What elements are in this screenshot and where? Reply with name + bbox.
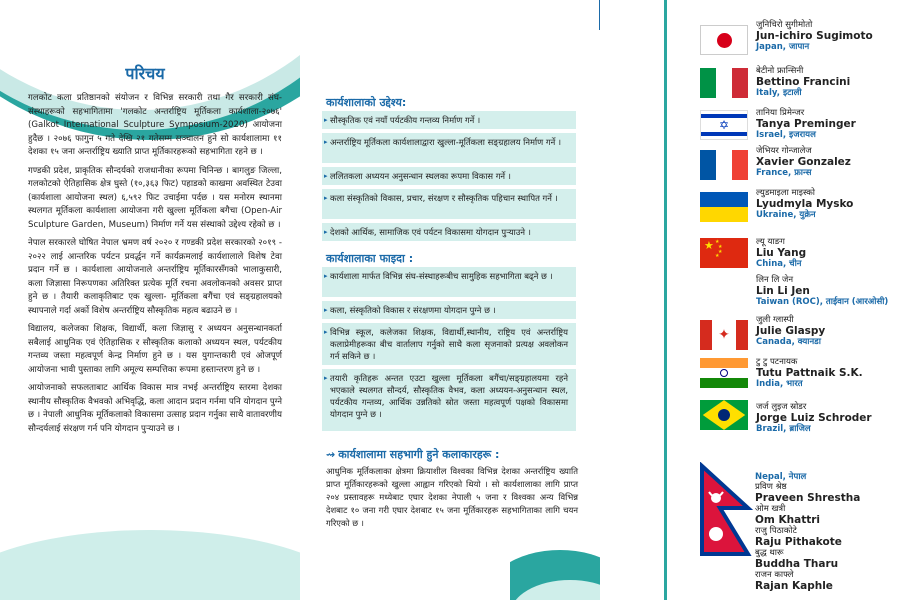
india-flag-icon: [700, 358, 748, 388]
artist-entry: तानिया प्रिमेन्जर Tanya Preminger Israel, इजरायल: [756, 108, 856, 140]
intro-title: परिचय: [125, 64, 165, 83]
decor-wave: [0, 530, 300, 600]
intro-text: [28, 92, 282, 441]
artist-entry: प्रविण श्रेष्ठ Praveen Shrestha: [755, 482, 861, 504]
ukraine-flag-icon: [700, 192, 748, 222]
objective-item: ▸ देशको आर्थिक, सामाजिक एवं पर्यटन विकासमा योगदान पुऱ्याउने ।: [322, 223, 576, 241]
artist-entry: बेटीनो फ्रान्सिनी Bettino Francini Italy, इटाली: [756, 66, 851, 98]
objective-item: ▸ सौस्कृतिक एवं नयाँ पर्यटकीय गन्तव्य निर्माण गर्ने ।: [322, 111, 576, 129]
artist-entry: बुद्ध थारू Buddha Tharu: [755, 548, 839, 570]
canada-flag-icon: ✦: [700, 320, 748, 350]
japan-flag-icon: [700, 25, 748, 55]
objectives-title: कार्यशालाको उद्देश्य:: [326, 96, 407, 109]
benefit-item: ▸ विभिन्न स्कूल, कलेजका शिक्षक, विद्यार्थी,स्थानीय, राष्ट्रिय एवं अन्तर्राष्ट्रिय कलाप्रेमीहरूका बीच वार्तालाप गर्नुको साथै कला सृजनाको प्रत्यक्ष अवलोकन गर्न सकिने छ ।: [322, 323, 576, 365]
artist-entry: ल्यू याङग Liu Yang China, चीन: [756, 237, 807, 269]
nepal-flag-icon: [698, 462, 754, 562]
objective-item: ▸ अन्तर्राष्ट्रिय मूर्तिकला कार्यशालाद्वारा खुल्ला-मूर्तिकला सङ्ग्रहालय निर्माण गर्ने ।: [322, 133, 576, 163]
intro-paragraph: गण्डकी प्रदेश, प्राकृतिक सौन्दर्यको राजधानीका रूपमा चिनिन्छ । बागलुङ जिल्ला, गलकोटको ऐतिहासिक क्षेत्र घुस्ते (१०,३६३ फिट) पहाडको काखमा अवस्थित टेउवा (कार्यशाला आयोजना स्थल) ६,५९२ फिट उचाईमा पर्दछ । यस मनोरम स्थानमा स्थलगत मूर्तिकला कार्यशाला आयोजना गरी खुल्ला मूर्तिकला बगैचा (Open-Air Sculpture Garden, Museum) निर्माण गर्ने यस संस्थाको उद्देश्य रहेको छ ।: [28, 165, 282, 230]
israel-flag-icon: ✡: [700, 110, 748, 140]
nepal-artists: [755, 472, 900, 592]
benefit-item: ▸ कार्यशाला मार्फत विभिन्न संघ-संस्थाहरूबीच सामुहिक सहभागिता बढ्ने छ ।: [322, 267, 576, 297]
artist-entry: ल्युडमाइला माइस्को Lyudmyla Mysko Ukraine, युक्रेन: [756, 188, 854, 220]
nepal-country: Nepal, नेपाल: [755, 472, 807, 482]
participants-title: ⇝ कार्यशालामा सहभागी हुने कलाकारहरू :: [326, 448, 500, 461]
middle-panel: [300, 0, 600, 600]
artist-entry: जेभियर गोन्जालेज Xavier Gonzalez France, फ्रान्स: [756, 146, 851, 178]
benefits-title: कार्यशालाका फाइदा :: [326, 252, 414, 265]
artist-entry: जुली ग्लास्पी Julie Glaspy Canada, क्यानडा: [756, 315, 826, 347]
benefit-item: ▸ तयारी कृतिहरू अन्तत एउटा खुल्ला मूर्तिकला बगैंचा/सङ्ग्रहालयमा रहने भएकाले स्थलगत सौन्दर्य, सौस्कृतिक वैभव, कला अध्ययन-अनुसन्धान स्थल, पर्यटकीय गन्तव्य, आर्थिक उन्नतिको स्रोत जस्ता महत्वपूर्ण पक्षको विकासमा योगदान पुग्ने छ ।: [322, 369, 576, 431]
italy-flag-icon: [700, 68, 748, 98]
artist-entry: लिन लि जेन Lin Li Jen Taiwan (ROC), ताईवान (आरओसी): [756, 275, 889, 307]
decor-corner: [510, 540, 600, 600]
artist-entry: ओम खत्री Om Khattri: [755, 504, 821, 526]
intro-paragraph: गलकोट कला प्रतिष्ठानको संयोजन र विभिन्न सरकारी तथा गैर सरकारी संघ-संस्थाहरूको सहभागितामा 'गलकोट अन्तर्राष्ट्रिय मूर्तिकला कार्यशाला-२०७६' (Galkot International Sculpture Symposium-2020) आयोजना हुदैछ । २०७६ फागुन ५ गते देखि २१ गतेसम्म सञ्चालन हुने सो कार्यशालामा ११ देशका १५ जना अन्तर्राष्ट्रिय ख्याति प्राप्त मूर्तिकारहरूको सहभागिता रहने छ ।: [28, 93, 282, 157]
right-panel: [600, 0, 900, 600]
china-flag-icon: ★ ★ ★ ★ ★: [700, 238, 748, 268]
artist-entry: जुनिचिरो सुगीमोतो Jun-ichiro Sugimoto Japan, जापान: [756, 20, 873, 52]
artist-entry: जर्ज लुइज स्रोडर Jorge Luiz Schroder Brazil, ब्राजिल: [756, 402, 872, 434]
intro-paragraph: नेपाल सरकारले घोषित नेपाल भ्रमण वर्ष २०२० र गण्डकी प्रदेश सरकारको २०१९ - २०२२ लाई आन्तरिक पर्यटन प्रवर्द्धन गर्ने कार्यक्रमलाई कार्यशालाले विशेष टेवा प्रदान गर्ने छ । कार्यशाला आयोजनाले अन्तर्राष्ट्रिय मूर्तिकारसँगको भालाकुसारी, कला जिज्ञासा निरूपणका अतिरिक्त प्रत्येक मूर्ति रचना अवलोकनको अवसर प्राप्त हुने छ । तैयारी कलाकृतिबाट एक खुल्ला- मूर्तिकला बगैंचा एवं सङ्ग्रहालयको स्थापनाले गर्दा अर्को विशेष अन्तर्राष्ट्रिय सौस्कृतिक महत्व बढाउने छ ।: [28, 238, 282, 316]
objective-item: ▸ कला संस्कृतिको विकास, प्रचार, संरक्षण र सौस्कृतिक पहिचान स्थापित गर्ने ।: [322, 189, 576, 219]
intro-paragraph: विद्यालय, कलेजका शिक्षक, विद्यार्थी, कला जिज्ञासु र अध्ययन अनुसन्धानकर्ता सबैलाई आधुनिक एवं ऐतिहासिक र सौस्कृतिक कलाको अध्ययन स्थल, पर्यटकीय गन्तव्य जस्ता महत्वपूर्ण केन्द्र निर्माण हुने छ । यस युगान्तकारी एवं ओजपूर्ण आयोजना भावी पुस्ताका लागि अमूल्य सम्पत्तिका रूपमा हस्तान्तरण हुने छ ।: [28, 324, 282, 375]
artist-entry: टु टु पटनायक Tutu Pattnaik S.K. India, भारत: [756, 357, 863, 389]
divider: [664, 0, 667, 600]
artist-entry: राजु पिठाकोटे Raju Pithakote: [755, 526, 842, 548]
brazil-flag-icon: [700, 400, 748, 430]
objective-item: ▸ ललितकला अध्ययन अनुसन्धान स्थलका रूपमा विकास गर्ने ।: [322, 167, 576, 185]
france-flag-icon: [700, 150, 748, 180]
participants-text: आधुनिक मूर्तिकलाका क्षेत्रमा क्रियाशील विश्वका विभिन्न देशका अन्तर्राष्ट्रिय ख्याति प्राप्त मूर्तिकारहरूको खुल्ला आह्वान गरिएको थियो । सो कार्यशालाका लागि प्राप्त २०४ प्रस्तावहरू मध्येबाट एघार देशका नेपाली ५ जना र विश्वका अन्य विभिन्न देशबाट १० जना गरी एघार देशबाट १५ जना मूर्तिकारहरू सहभागिताका लागि चयन गरिएको छ ।: [326, 466, 578, 528]
artist-entry: राजन काफ्ले Rajan Kaphle: [755, 570, 833, 592]
benefit-item: ▸ कला, संस्कृतिको विकास र संरक्षणमा योगदान पुग्ने छ ।: [322, 301, 576, 319]
intro-paragraph: आयोजनाको सफलताबाट आर्थिक विकास मात्र नभई अन्तर्राष्ट्रिय स्तरमा देशका स्थानीय सौस्कृतिक वैभवको अभिवृद्धि, कला आदान प्रदान गर्नमा पनि योगदान पुग्ने छ । नेपाली आधुनिक मूर्तिकलाको विकासमा उत्साह प्रदान गर्नुका साथै वातावरणीय सौन्दर्यलाई संरक्षण गर्न पनि योगदान पुऱ्याउने छ ।: [28, 383, 282, 434]
left-panel: [0, 0, 300, 600]
